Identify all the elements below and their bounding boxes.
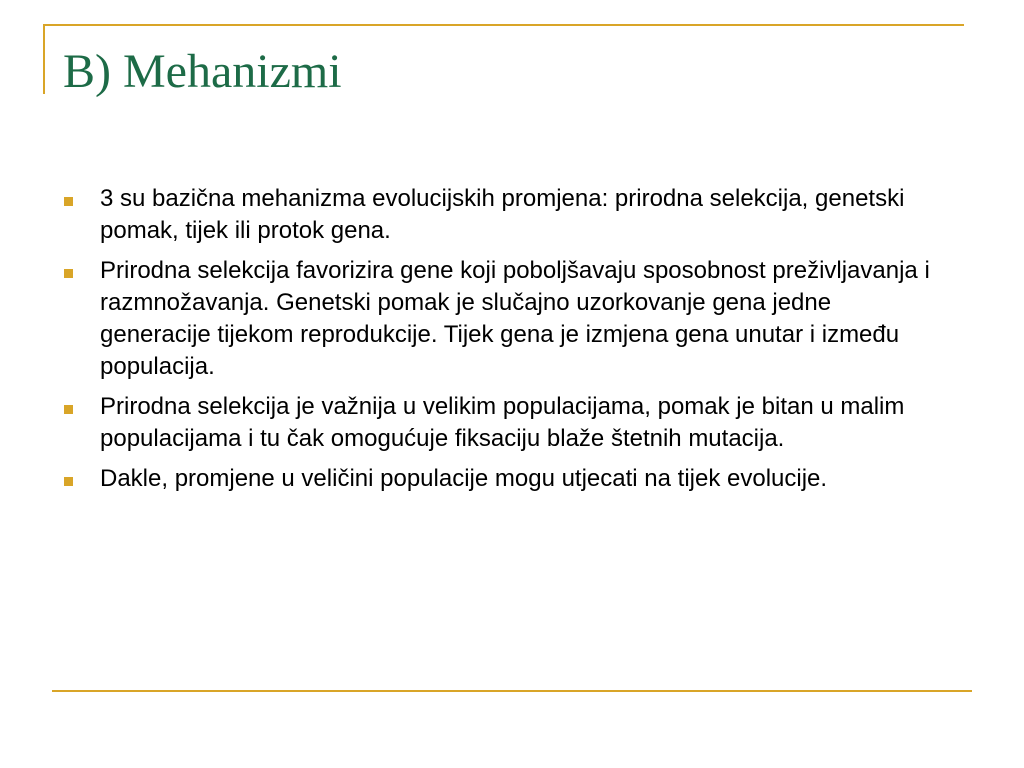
square-bullet-icon: [64, 197, 73, 206]
square-bullet-icon: [64, 477, 73, 486]
left-rule: [43, 24, 45, 94]
bullet-text: Prirodna selekcija favorizira gene koji poboljšavaju sposobnost preživljavanja i razmnožavanja. Genetski pomak je slučajno uzorkovanje gena jedne generacije tijekom reprodukcije. Tijek gena je izmjena gena unutar i između populacija.: [100, 257, 930, 380]
bullet-item: [60, 183, 940, 247]
bullet-text: Prirodna selekcija je važnija u velikim populacijama, pomak je bitan u malim populacijama i tu čak omogućuje fiksaciju blaže štetnih mutacija.: [100, 393, 905, 452]
bullet-item: [60, 391, 940, 455]
slide-title: B) Mehanizmi: [63, 45, 342, 98]
bullet-text: Dakle, promjene u veličini populacije mogu utjecati na tijek evolucije.: [100, 465, 828, 492]
top-rule: [43, 24, 964, 26]
bottom-rule: [52, 690, 972, 692]
square-bullet-icon: [64, 405, 73, 414]
bullet-text: 3 su bazična mehanizma evolucijskih promjena: prirodna selekcija, genetski pomak, tijek ili protok gena.: [100, 185, 905, 244]
bullet-item: [60, 255, 940, 383]
bullet-list: [60, 183, 940, 503]
square-bullet-icon: [64, 269, 73, 278]
bullet-item: [60, 463, 940, 495]
